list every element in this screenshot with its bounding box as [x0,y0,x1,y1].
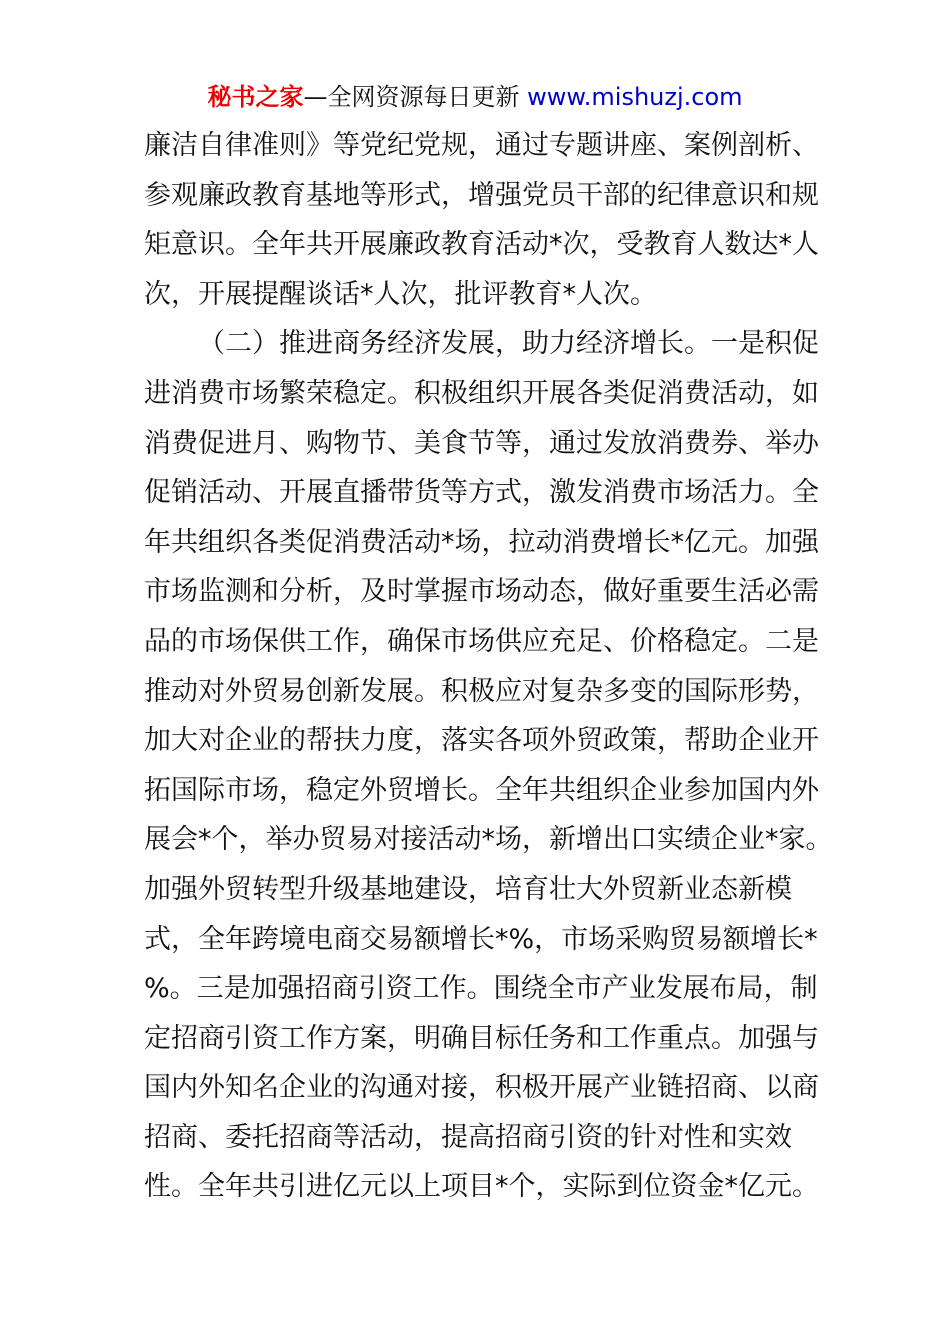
text-line: 加大对企业的帮扶力度，落实各项外贸政策，帮助企业开 [144,725,819,757]
text-line: 式，全年跨境电商交易额增长*%，市场采购贸易额增长* [144,923,818,955]
text-line: %。三是加强招商引资工作。围绕全市产业发展布局，制 [144,973,818,1005]
text-line: 性。全年共引进亿元以上项目*个，实际到位资金*亿元。 [144,1171,819,1203]
header-tagline: —全网资源每日更新 [303,83,520,111]
text-line: 加强外贸转型升级基地建设，培育壮大外贸新业态新模 [144,873,792,905]
text-line: 消费促进月、购物节、美食节等，通过发放消费券、举办 [144,427,819,459]
text-line: 进消费市场繁荣稳定。积极组织开展各类促消费活动，如 [144,377,819,409]
document-body [144,121,833,1212]
brand-name: 秘书之家 [207,83,304,111]
text-line: 展会*个，举办贸易对接活动*场，新增出口实绩企业*家。 [144,824,833,856]
text-line: 品的市场保供工作，确保市场供应充足、价格稳定。二是 [144,625,819,657]
text-line: 年共组织各类促消费活动*场，拉动消费增长*亿元。加强 [144,526,819,558]
section-heading-line: （二）推进商务经济发展，助力经济增长。一是积促 [198,328,819,360]
text-line: 推动对外贸易创新发展。积极应对复杂多变的国际形势， [144,675,819,707]
site-url[interactable]: www.mishuzj.com [527,83,743,111]
text-line: 矩意识。全年共开展廉政教育活动*次，受教育人数达*人 [144,229,819,261]
site-header [0,80,950,114]
text-line: 国内外知名企业的沟通对接，积极开展产业链招商、以商 [144,1072,819,1104]
text-line: 拓国际市场，稳定外贸增长。全年共组织企业参加国内外 [144,774,819,806]
text-line: 参观廉政教育基地等形式，增强党员干部的纪律意识和规 [144,179,819,211]
text-line: 次，开展提醒谈话*人次，批评教育*人次。 [144,278,657,310]
text-line: 市场监测和分析，及时掌握市场动态，做好重要生活必需 [144,576,819,608]
text-line: 廉洁自律准则》等党纪党规，通过专题讲座、案例剖析、 [144,130,819,161]
text-line: 定招商引资工作方案，明确目标任务和工作重点。加强与 [144,1022,819,1054]
text-line: 促销活动、开展直播带货等方式，激发消费市场活力。全 [144,477,819,509]
text-line: 招商、委托招商等活动，提高招商引资的针对性和实效 [144,1121,792,1153]
